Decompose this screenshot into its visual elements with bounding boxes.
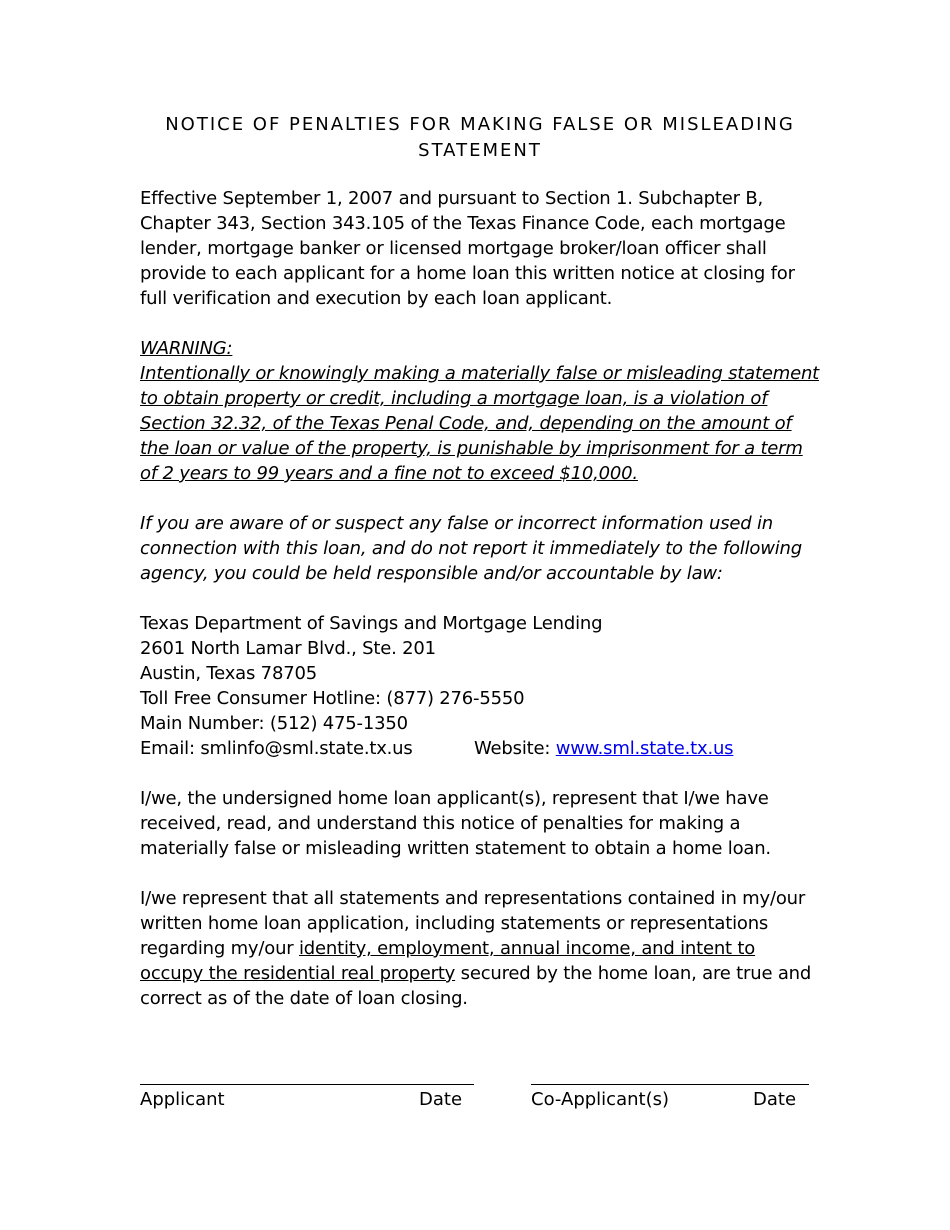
co-applicant-date-label: Date bbox=[753, 1089, 797, 1110]
agency-hotline: Toll Free Consumer Hotline: (877) 276-5550 bbox=[140, 688, 525, 709]
warning-heading: WARNING: bbox=[140, 338, 233, 359]
representation-underlined-text: identity, employment, annual income, and intent to occupy the residential real property bbox=[140, 938, 756, 984]
report-paragraph: If you are aware of or suspect any false or incorrect information used in connection with this loan, and do not report it immediately to the following agency, you could be held responsible and/or accountable by law: bbox=[140, 513, 802, 584]
agency-street: 2601 North Lamar Blvd., Ste. 201 bbox=[140, 638, 436, 659]
applicant-signature-line[interactable] bbox=[140, 1084, 474, 1110]
representation-paragraph bbox=[140, 886, 820, 1011]
agency-address bbox=[140, 611, 820, 761]
contact-row bbox=[140, 736, 820, 761]
warning-text: Intentionally or knowingly making a materially false or misleading statement to obtain property or credit, including a mortgage loan, is a violation of Section 32.32, of the Texas Penal Code, and, depending on the amount of the loan or value of the property, is punishable by imprisonment for a term of 2 years to 99 years and a fine not to exceed $10,000. bbox=[140, 363, 820, 484]
co-applicant-signature-line[interactable] bbox=[531, 1084, 809, 1110]
intro-paragraph: Effective September 1, 2007 and pursuant to Section 1. Subchapter B, Chapter 343, Section 343.105 of the Texas Finance Code, each mortgage lender, mortgage banker or licensed mortgage broker/loan officer shall provide to each applicant for a home loan this written notice at closing for full verification and execution by each loan applicant. bbox=[140, 188, 795, 309]
signature-row bbox=[140, 1084, 820, 1124]
representation-text-start: I/we represent that all statements and representations contained in my/our written home loan application, including statements or representations regarding my/our bbox=[140, 888, 806, 959]
title-line-2: STATEMENT bbox=[418, 140, 542, 161]
warning-block bbox=[140, 336, 820, 486]
acknowledgement-paragraph: I/we, the undersigned home loan applicant(s), represent that I/we have received, read, and understand this notice of penalties for making a materially false or misleading written statement to obtain a home loan. bbox=[140, 788, 771, 859]
applicant-label: Applicant bbox=[140, 1089, 225, 1110]
title-line-1: NOTICE OF PENALTIES FOR MAKING FALSE OR MISLEADING bbox=[165, 114, 795, 135]
page-title bbox=[140, 112, 820, 164]
applicant-date-label: Date bbox=[419, 1089, 463, 1110]
website-link[interactable]: www.sml.state.tx.us bbox=[555, 738, 734, 759]
agency-city: Austin, Texas 78705 bbox=[140, 663, 317, 684]
website-label: Website: bbox=[474, 738, 551, 759]
co-applicant-label: Co-Applicant(s) bbox=[531, 1089, 669, 1110]
agency-email: Email: smlinfo@sml.state.tx.us bbox=[140, 738, 413, 759]
agency-name: Texas Department of Savings and Mortgage Lending bbox=[140, 613, 603, 634]
agency-main-number: Main Number: (512) 475-1350 bbox=[140, 713, 408, 734]
notice-document bbox=[140, 112, 820, 1110]
representation-text-end: secured by the home loan, are true and correct as of the date of loan closing. bbox=[140, 963, 812, 1009]
